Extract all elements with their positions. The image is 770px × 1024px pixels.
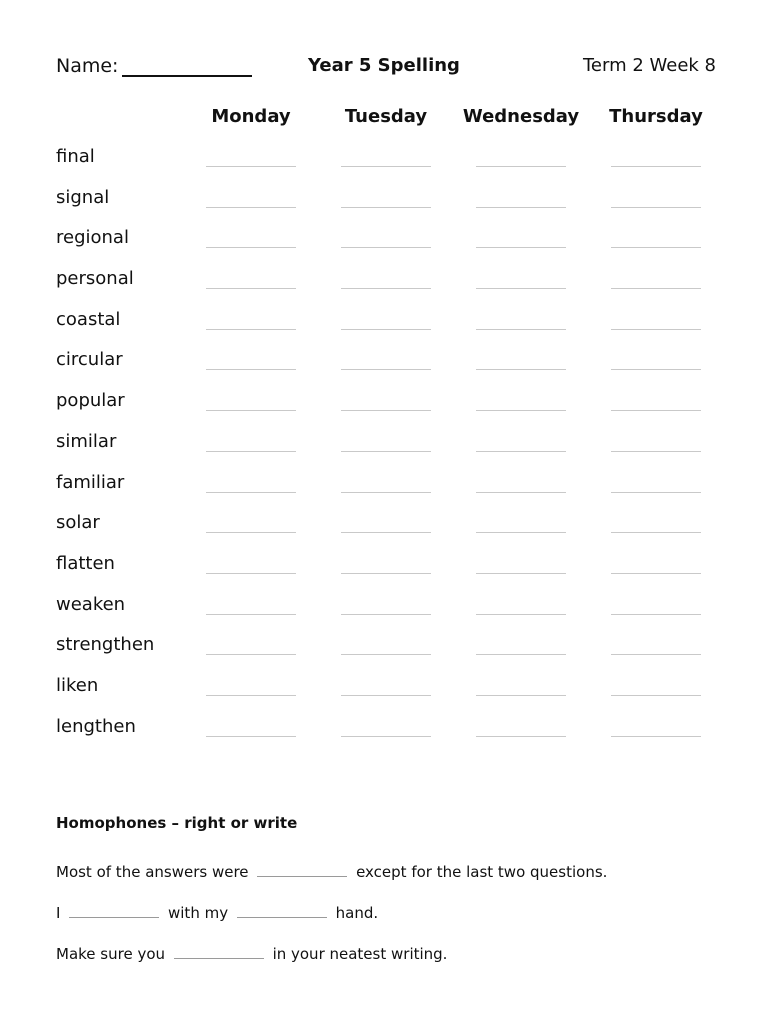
tuesday-blank[interactable] [341,369,431,370]
monday-blank[interactable] [206,654,296,655]
word-row [0,187,770,228]
thursday-blank[interactable] [611,288,701,289]
spelling-word: final [56,146,95,167]
name-label: Name: [56,55,119,77]
wednesday-blank[interactable] [476,329,566,330]
tuesday-blank[interactable] [341,695,431,696]
thursday-blank[interactable] [611,654,701,655]
wednesday-blank[interactable] [476,573,566,574]
wednesday-blank[interactable] [476,532,566,533]
thursday-blank[interactable] [611,492,701,493]
word-row [0,227,770,268]
sentence-gap[interactable] [237,903,327,918]
wednesday-blank[interactable] [476,166,566,167]
word-row [0,512,770,553]
tuesday-blank[interactable] [341,614,431,615]
monday-blank[interactable] [206,614,296,615]
word-row [0,594,770,635]
word-row [0,553,770,594]
monday-blank[interactable] [206,329,296,330]
name-blank-line[interactable] [122,75,252,77]
tuesday-blank[interactable] [341,451,431,452]
monday-blank[interactable] [206,736,296,737]
spelling-word: familiar [56,471,125,493]
wednesday-blank[interactable] [476,736,566,737]
sentence-gap[interactable] [174,944,264,959]
monday-blank[interactable] [206,695,296,696]
wednesday-blank[interactable] [476,410,566,411]
sentence-text: except for the last two questions. [356,863,608,881]
homophones-section [56,814,736,985]
thursday-blank[interactable] [611,736,701,737]
thursday-blank[interactable] [611,166,701,167]
spelling-word-list [0,146,770,756]
spelling-word: regional [56,227,129,249]
spelling-word: personal [56,268,134,290]
word-row [0,675,770,716]
spelling-word: similar [56,430,117,452]
tuesday-blank[interactable] [341,573,431,574]
worksheet-title: Year 5 Spelling [308,55,460,76]
sentence-text: with my [168,904,229,922]
word-row [0,309,770,350]
tuesday-blank[interactable] [341,736,431,737]
homophone-sentence-1 [56,862,736,903]
word-row [0,716,770,757]
sentence-gap[interactable] [257,862,347,877]
monday-blank[interactable] [206,288,296,289]
word-row [0,431,770,472]
thursday-blank[interactable] [611,410,701,411]
word-row [0,390,770,431]
thursday-blank[interactable] [611,451,701,452]
worksheet-header [56,55,716,81]
wednesday-blank[interactable] [476,451,566,452]
monday-blank[interactable] [206,573,296,574]
spelling-word: lengthen [56,715,136,737]
homophone-sentence-2 [56,903,736,944]
monday-blank[interactable] [206,166,296,167]
word-row [0,349,770,390]
spelling-word: signal [56,186,110,208]
thursday-blank[interactable] [611,329,701,330]
tuesday-blank[interactable] [341,247,431,248]
monday-blank[interactable] [206,369,296,370]
tuesday-blank[interactable] [341,288,431,289]
day-header-wednesday: Wednesday [462,106,580,127]
tuesday-blank[interactable] [341,654,431,655]
monday-blank[interactable] [206,247,296,248]
tuesday-blank[interactable] [341,207,431,208]
spelling-word: circular [56,349,123,371]
monday-blank[interactable] [206,410,296,411]
sentence-text: hand. [335,904,379,922]
wednesday-blank[interactable] [476,614,566,615]
word-row [0,268,770,309]
spelling-word: strengthen [56,634,155,656]
term-week-label: Term 2 Week 8 [582,55,716,76]
thursday-blank[interactable] [611,247,701,248]
thursday-blank[interactable] [611,369,701,370]
sentence-text: Make sure you [56,945,165,963]
tuesday-blank[interactable] [341,532,431,533]
word-row [0,472,770,513]
thursday-blank[interactable] [611,695,701,696]
thursday-blank[interactable] [611,573,701,574]
spelling-word: popular [56,390,125,412]
spelling-word: weaken [56,593,126,615]
sentence-text: I [56,904,61,922]
wednesday-blank[interactable] [476,695,566,696]
monday-blank[interactable] [206,532,296,533]
monday-blank[interactable] [206,492,296,493]
wednesday-blank[interactable] [476,247,566,248]
tuesday-blank[interactable] [341,410,431,411]
wednesday-blank[interactable] [476,369,566,370]
wednesday-blank[interactable] [476,207,566,208]
sentence-gap[interactable] [69,903,159,918]
monday-blank[interactable] [206,451,296,452]
tuesday-blank[interactable] [341,329,431,330]
word-row [0,146,770,187]
sentence-text: in your neatest writing. [272,945,448,963]
spelling-word: liken [56,674,99,696]
spelling-word: flatten [56,552,115,574]
wednesday-blank[interactable] [476,492,566,493]
tuesday-blank[interactable] [341,492,431,493]
day-header-tuesday: Tuesday [344,106,428,127]
spelling-word: coastal [56,308,121,330]
monday-blank[interactable] [206,207,296,208]
thursday-blank[interactable] [611,207,701,208]
wednesday-blank[interactable] [476,288,566,289]
wednesday-blank[interactable] [476,654,566,655]
homophone-sentence-3 [56,944,736,985]
day-header-monday: Monday [211,106,291,127]
thursday-blank[interactable] [611,614,701,615]
tuesday-blank[interactable] [341,166,431,167]
day-header-thursday: Thursday [609,106,703,127]
thursday-blank[interactable] [611,532,701,533]
homophones-heading: Homophones – right or write [56,814,298,832]
sentence-text: Most of the answers were [56,863,249,881]
day-headers [0,106,770,132]
word-row [0,634,770,675]
spelling-word: solar [56,512,100,534]
